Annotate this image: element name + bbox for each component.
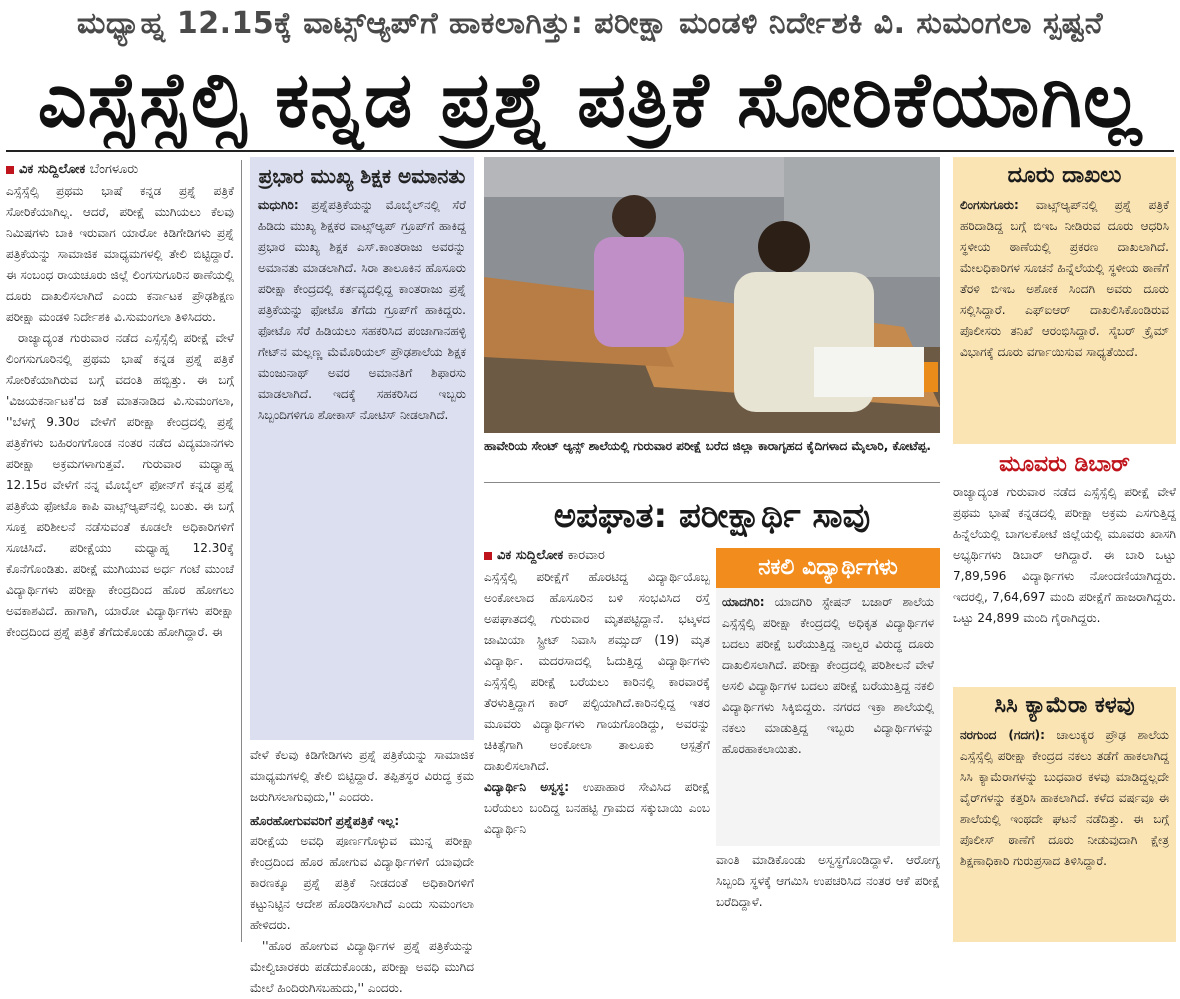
cctv-box-title: ಸಿಸಿ ಕ್ಯಾಮೆರಾ ಕಳವು	[994, 693, 1135, 718]
news-photo	[484, 157, 940, 433]
fake-students-title: ನಕಲಿ ವಿದ್ಯಾರ್ಥಿಗಳು	[716, 548, 940, 588]
accident-byline: ವಿಕ ಸುದ್ದಿಲೋಕ ಕಾರವಾರ	[484, 548, 710, 563]
fake-students-text: ಯಾದಗಿರಿ: ಯಾದಗಿರಿ ಸ್ಟೇಷನ್ ಬಜಾರ್ ಶಾಲೆಯ ಎಸ್ಸೆಸ್ಸೆಲ್ಸಿ ಪರೀಕ್ಷಾ ಕೇಂದ್ರದಲ್ಲಿ ಅಧಿಕೃತ ವಿದ್ಯಾರ್ಥಿಗಳ ಬದಲು ಪರೀಕ್ಷೆ ಬರೆಯುತ್ತಿದ್ದ ನಾಲ್ವರ ವಿರುದ್ಧ ದೂರು ದಾಖಲಿಸಲಾಗಿದೆ. ಪರೀಕ್ಷಾ ಕೇಂದ್ರದಲ್ಲಿ ಪರಿಶೀಲನೆ ವೇಳೆ ಅಸಲಿ ವಿದ್ಯಾರ್ಥಿಗಳ ಬದಲು ಪರೀಕ್ಷೆ ಬರೆಯುತ್ತಿದ್ದ ನಕಲಿ ವಿದ್ಯಾರ್ಥಿಗಳು ಸಿಕ್ಕಿಬಿದ್ದರು. ನಗರದ ಇಕ್ರಾ ಶಾಲೆಯಲ್ಲಿ ನಕಲು ಮಾಡುತ್ತಿದ್ದ ಇಬ್ಬರು ವಿದ್ಯಾರ್ಥಿಗಳನ್ನು ಹೊರಹಾಕಲಾಯಿತು.	[722, 595, 934, 756]
complaint-box-text: ಲಿಂಗಸುಗೂರು: ವಾಟ್ಸ್ಆ್ಯಪ್‌ನಲ್ಲಿ ಪ್ರಶ್ನೆ ಪತ್ರಿಕೆ ಹರಿದಾಡಿದ್ದ ಬಗ್ಗೆ ಬಿಇಒ ನೀಡಿರುವ ದೂರು ಆಧರಿಸಿ ಸ್ಥಳೀಯ ಠಾಣೆಯಲ್ಲಿ ಪ್ರಕರಣ ದಾಖಲಾಗಿದೆ. ಮೇಲಧಿಕಾರಿಗಳ ಸೂಚನೆ ಹಿನ್ನೆಲೆಯಲ್ಲಿ ಸ್ಥಳೀಯ ಠಾಣೆಗೆ ತೆರಳಿ ಬಿಇಒ ಅಶೋಕ ಸಿಂದಗಿ ಅವರು ದೂರು ಸಲ್ಲಿಸಿದ್ದಾರೆ. ಎಫ್ಐಆರ್ ದಾಖಲಿಸಿಕೊಂಡಿರುವ ಪೊಲೀಸರು ತನಿಖೆ ಆರಂಭಿಸಿದ್ದಾರೆ. ಸೈಬರ್ ಕ್ರೈಮ್ ವಿಭಾಗಕ್ಕೆ ದೂರು ವರ್ಗಾಯಿಸುವ ಸಾಧ್ಯತೆಯಿದೆ.	[960, 198, 1169, 359]
cctv-box	[953, 687, 1176, 942]
main-story-p4: ಪರೀಕ್ಷೆಯ ಅವಧಿ ಪೂರ್ಣಗೊಳ್ಳುವ ಮುನ್ನ ಪರೀಕ್ಷಾ ಕೇಂದ್ರದಿಂದ ಹೊರ ಹೋಗುವ ವಿದ್ಯಾರ್ಥಿಗಳಿಗೆ ಯಾವುದೇ ಕಾರಣಕ್ಕೂ ಪ್ರಶ್ನೆ ಪತ್ರಿಕೆ ನೀಡದಂತೆ ಅಧಿಕಾರಿಗಳಿಗೆ ಕಟ್ಟುನಿಟ್ಟಿನ ಆದೇಶ ಹೊರಡಿಸಲಾಗಿದೆ ಎಂದು ಸುಮಂಗಲಾ ಹೇಳಿದರು.	[250, 834, 474, 932]
main-story-subhead: ಹೊರಹೋಗುವವರಿಗೆ ಪ್ರಶ್ನೆಪತ್ರಿಕೆ ಇಲ್ಲ:	[250, 814, 400, 828]
caption-rule	[484, 482, 940, 483]
complaint-box-title: ದೂರು ದಾಖಲು	[1007, 163, 1122, 188]
main-story-p2: ರಾಜ್ಯಾದ್ಯಂತ ಗುರುವಾರ ನಡೆದ ಎಸ್ಸೆಸ್ಸೆಲ್ಸಿ ಪರೀಕ್ಷೆ ವೇಳೆ ಲಿಂಗಸುಗೂರಿನಲ್ಲಿ ಪ್ರಥಮ ಭಾಷೆ ಕನ್ನಡ ಪ್ರಶ್ನೆ ಪತ್ರಿಕೆ ಸೋರಿಕೆಯಾಗಿರುವ ಬಗ್ಗೆ ವದಂತಿ ಹಬ್ಬಿತ್ತು. ಈ ಬಗ್ಗೆ 'ವಿಜಯಕರ್ನಾಟಕ'ದ ಜತೆ ಮಾತನಾಡಿದ ವಿ.ಸುಮಂಗಲಾ, ''ಬೆಳಗ್ಗೆ 9.30ರ ವೇಳೆಗೆ ಪರೀಕ್ಷಾ ಕೇಂದ್ರದಲ್ಲಿ ಪ್ರಶ್ನೆ ಪತ್ರಿಕೆಗಳು ಬಹಿರಂಗಗೊಂಡ ನಂತರ ನಡೆದ ವಿದ್ಯಮಾನಗಳು ಪರೀಕ್ಷಾ ಅಕ್ರಮಗಳಾಗುತ್ತವೆ. ಗುರುವಾರ ಮಧ್ಯಾಹ್ನ 12.15ರ ವೇಳೆಗೆ ನನ್ನ ಮೊಬೈಲ್ ಫೋನ್‌ಗೆ ಕನ್ನಡ ಪ್ರಶ್ನೆ ಪತ್ರಿಕೆಯ ಫೋಟೊ ಕಾಪಿ ವಾಟ್ಸ್ಆ್ಯಪ್‌ನಲ್ಲಿ ಬಂತು. ಈ ಬಗ್ಗೆ ಸೂಕ್ತ ಪರಿಶೀಲನೆ ನಡೆಸುವಂತೆ ಕೂಡಲೇ ಅಧಿಕಾರಿಗಳಿಗೆ ಸೂಚಿಸಿದೆ. ಪರೀಕ್ಷೆಯು ಮಧ್ಯಾಹ್ನ 12.30ಕ್ಕೆ ಕೊನೆಗೊಂಡಿತು. ಪರೀಕ್ಷೆ ಮುಗಿಯುವ ಅರ್ಧ ಗಂಟೆ ಮುಂಚೆ ವಿದ್ಯಾರ್ಥಿಗಳು ಪರೀಕ್ಷಾ ಕೇಂದ್ರದಿಂದ ಹೊರ ಹೋಗಲು ಅವಕಾಶವಿದೆ. ಹಾಗಾಗಿ, ಯಾರೋ ವಿದ್ಯಾರ್ಥಿಗಳು ಪರೀಕ್ಷಾ ಕೇಂದ್ರದಿಂದ ಪ್ರಶ್ನೆ ಪತ್ರಿಕೆ ತೆಗೆದುಕೊಂಡು ಹೋಗಿದ್ದಾರೆ. ಈ	[6, 331, 234, 639]
debar-title: ಮೂವರು ಡಿಬಾರ್	[999, 452, 1130, 477]
suspension-box-text: ಮಧುಗಿರಿ: ಪ್ರಶ್ನೆಪತ್ರಿಕೆಯನ್ನು ಮೊಬೈಲ್‌ನಲ್ಲಿ ಸೆರೆ ಹಿಡಿದು ಮುಖ್ಯ ಶಿಕ್ಷಕರ ವಾಟ್ಸ್ಆ್ಯಪ್ ಗ್ರೂಪ್‌ಗೆ ಹಾಕಿದ್ದ ಪ್ರಭಾರ ಮುಖ್ಯ ಶಿಕ್ಷಕ ಎಸ್.ಕಾಂತರಾಜು ಅವರನ್ನು ಅಮಾನತು ಮಾಡಲಾಗಿದೆ. ಸಿರಾ ತಾಲೂಕಿನ ಹೊಸೂರು ಪರೀಕ್ಷಾ ಕೇಂದ್ರದಲ್ಲಿ ಕರ್ತವ್ಯದಲ್ಲಿದ್ದ ಕಾಂತರಾಜು ಪ್ರಶ್ನೆ ಪತ್ರಿಕೆಯನ್ನು ಫೋಟೊ ತೆಗೆದು ಗ್ರೂಪ್‌ಗೆ ಹಾಕಿದ್ದರು. ಫೋಟೊ ಸೆರೆ ಹಿಡಿಯಲು ಸಹಕರಿಸಿದ ಪಂಜಾಗಾನಹಳ್ಳಿ ಗೇಟ್‌ನ ಮಲ್ಲಣ್ಣ ಮೆಮೊರಿಯಲ್ ಪ್ರೌಢಶಾಲೆಯ ಶಿಕ್ಷಕ ಮಂಜುನಾಥ್ ಅವರ ಅಮಾನತಿಗೆ ಶಿಫಾರಸು ಮಾಡಲಾಗಿದೆ. ಇದಕ್ಕೆ ಸಹಕರಿಸಿದ ಇಬ್ಬರು ಸಿಬ್ಬಂದಿಗಳಿಗೂ ಶೋಕಾಸ್ ನೋಟಿಸ್ ನೀಡಲಾಗಿದೆ.	[258, 198, 466, 422]
headline-rule	[6, 150, 1174, 152]
main-story-p3: ವೇಳೆ ಕೆಲವು ಕಿಡಿಗೇಡಿಗಳು ಪ್ರಶ್ನೆ ಪತ್ರಿಕೆಯನ್ನು ಸಾಮಾಜಿಕ ಮಾಧ್ಯಮಗಳಲ್ಲಿ ತೇಲಿ ಬಿಟ್ಟಿದ್ದಾರೆ. ತಪ್ಪಿತಸ್ಥರ ವಿರುದ್ಧ ಕ್ರಮ ಜರುಗಿಸಲಾಗುವುದು,'' ಎಂದರು.	[250, 748, 474, 804]
accident-story	[484, 548, 710, 943]
debar-text: ರಾಜ್ಯಾದ್ಯಂತ ಗುರುವಾರ ನಡೆದ ಎಸ್ಸೆಸ್ಸೆಲ್ಸಿ ಪರೀಕ್ಷೆ ವೇಳೆ ಪ್ರಥಮ ಭಾಷೆ ಕನ್ನಡದಲ್ಲಿ ಪರೀಕ್ಷಾ ಅಕ್ರಮ ಎಸಗುತ್ತಿದ್ದ ಹಿನ್ನೆಲೆಯಲ್ಲಿ ಬಾಗಲಕೋಟೆ ಜಿಲ್ಲೆಯಲ್ಲಿ ಮೂವರು ಖಾಸಗಿ ಅಭ್ಯರ್ಥಿಗಳು ಡಿಬಾರ್ ಆಗಿದ್ದಾರೆ. ಈ ಬಾರಿ ಒಟ್ಟು 7,89,596 ವಿದ್ಯಾರ್ಥಿಗಳು ನೋಂದಣಿಯಾಗಿದ್ದರು. ಇದರಲ್ಲಿ, 7,64,697 ಮಂದಿ ಪರೀಕ್ಷೆಗೆ ಹಾಜರಾಗಿದ್ದರು. ಒಟ್ಟು 24,899 ಮಂದಿ ಗೈರಾಗಿದ್ದರು.	[953, 485, 1176, 625]
exam-hall-photo	[484, 157, 940, 433]
main-story-continued	[250, 745, 474, 995]
accident-story-p3: ವಾಂತಿ ಮಾಡಿಕೊಂಡು ಅಸ್ವಸ್ಥಗೊಂಡಿದ್ದಾಳೆ. ಆರೋಗ್ಯ ಸಿಬ್ಬಂದಿ ಸ್ಥಳಕ್ಕೆ ಆಗಮಿಸಿ ಉಪಚರಿಸಿದ ನಂತರ ಆಕೆ ಪರೀಕ್ಷೆ ಬರೆದಿದ್ದಾಳೆ.	[716, 853, 940, 909]
main-story-p5: ''ಹೊರ ಹೋಗುವ ವಿದ್ಯಾರ್ಥಿಗಳ ಪ್ರಶ್ನೆ ಪತ್ರಿಕೆಯನ್ನು ಮೇಲ್ವಿಚಾರಕರು ಪಡೆದುಕೊಂಡು, ಪರೀಕ್ಷಾ ಅವಧಿ ಮುಗಿದ ಮೇಲೆ ಹಿಂದಿರುಗಿಸಬಹುದು,'' ಎಂದರು.	[250, 939, 474, 995]
main-story-p1: ಎಸ್ಸೆಸ್ಸೆಲ್ಸಿ ಪ್ರಥಮ ಭಾಷೆ ಕನ್ನಡ ಪ್ರಶ್ನೆ ಪತ್ರಿಕೆ ಸೋರಿಕೆಯಾಗಿಲ್ಲ. ಆದರೆ, ಪರೀಕ್ಷೆ ಮುಗಿಯಲು ಕೆಲವು ನಿಮಿಷಗಳು ಬಾಕಿ ಇರುವಾಗ ಯಾರೋ ಕಿಡಿಗೇಡಿಗಳು ಪ್ರಶ್ನೆ ಪತ್ರಿಕೆಯನ್ನು ಸಾಮಾಜಿಕ ಮಾಧ್ಯಮಗಳಲ್ಲಿ ತೇಲಿ ಬಿಟ್ಟಿದ್ದಾರೆ. ಈ ಸಂಬಂಧ ರಾಯಚೂರು ಜಿಲ್ಲೆ ಲಿಂಗಸುಗೂರಿನ ಠಾಣೆಯಲ್ಲಿ ದೂರು ದಾಖಲಿಸಲಾಗಿದೆ ಎಂದು ಕರ್ನಾಟಕ ಪ್ರೌಢಶಿಕ್ಷಣ ಪರೀಕ್ಷಾ ಮಂಡಳಿ ನಿರ್ದೇಶಕಿ ವಿ.ಸುಮಂಗಲಾ ತಿಳಿಸಿದರು.	[6, 184, 234, 324]
debar-story	[953, 450, 1176, 682]
suspension-box	[250, 157, 474, 740]
byline-square-icon	[484, 552, 492, 560]
kicker-line: ಮಧ್ಯಾಹ್ನ 12.15ಕ್ಕೆ ವಾಟ್ಸ್ಆ್ಯಪ್‌ಗೆ ಹಾಕಲಾಗಿತ್ತು: ಪರೀಕ್ಷಾ ಮಂಡಳಿ ನಿರ್ದೇಶಕಿ ವಿ. ಸುಮಂಗಲಾ ಸ್ಪಷ್ಟನೆ	[76, 6, 1104, 41]
fake-students-box	[716, 548, 940, 846]
complaint-box	[953, 157, 1176, 444]
accident-story-continued	[716, 850, 940, 943]
suspension-box-title: ಪ್ರಭಾರ ಮುಖ್ಯ ಶಿಕ್ಷಕ ಅಮಾನತು	[258, 164, 466, 188]
accident-story-p2: ವಿದ್ಯಾರ್ಥಿನಿ ಅಸ್ವಸ್ಥ: ಉಪಾಹಾರ ಸೇವಿಸಿದ ಪರೀಕ್ಷೆ ಬರೆಯಲು ಬಂದಿದ್ದ ಬನಹಟ್ಟಿ ಗ್ರಾಮದ ಸಕ್ಕುಬಾಯಿ ಎಂಬ ವಿದ್ಯಾರ್ಥಿನಿ	[484, 780, 711, 836]
accident-story-p1: ಎಸ್ಸೆಸ್ಸೆಲ್ಸಿ ಪರೀಕ್ಷೆಗೆ ಹೊರಟಿದ್ದ ವಿದ್ಯಾರ್ಥಿಯೊಬ್ಬ ಅಂಕೋಲಾದ ಹೊಸೂರಿನ ಬಳಿ ಸಂಭವಿಸಿದ ರಸ್ತೆ ಅಪಘಾತದಲ್ಲಿ ಗುರುವಾರ ಮೃತಪಟ್ಟಿದ್ದಾನೆ. ಭಟ್ಕಳದ ಜಾಮಿಯಾ ಸ್ಟ್ರೀಟ್ ನಿವಾಸಿ ಶಮ್ಸುದ್ (19) ಮೃತ ವಿದ್ಯಾರ್ಥಿ. ಮದರಸಾದಲ್ಲಿ ಓದುತ್ತಿದ್ದ ವಿದ್ಯಾರ್ಥಿಗಳು ಎಸ್ಸೆಸ್ಸೆಲ್ಸಿ ಪರೀಕ್ಷೆ ಬರೆಯಲು ಕಾರಿನಲ್ಲಿ ಕಾರವಾರಕ್ಕೆ ತೆರಳುತ್ತಿದ್ದಾಗ ಕಾರ್ ಪಲ್ಟಿಯಾಗಿದೆ.ಕಾರಿನಲ್ಲಿದ್ದ ಇತರ ಮೂವರು ವಿದ್ಯಾರ್ಥಿಗಳು ಗಾಯಗೊಂಡಿದ್ದು, ಅವರನ್ನು ಚಿಕಿತ್ಸೆಗಾಗಿ ಅಂಕೋಲಾ ತಾಲೂಕು ಆಸ್ಪತ್ರೆಗೆ ದಾಖಲಿಸಲಾಗಿದೆ.	[484, 570, 710, 773]
cctv-box-text: ನರಗುಂದ (ಗದಗ): ಚಾಲುಕ್ಯರ ಪ್ರೌಢ ಶಾಲೆಯ ಎಸ್ಸೆಸ್ಸೆಲ್ಸಿ ಪರೀಕ್ಷಾ ಕೇಂದ್ರದ ನಕಲು ತಡೆಗೆ ಹಾಕಲಾಗಿದ್ದ ಸಿಸಿ ಕ್ಯಾಮೆರಾಗಳನ್ನು ಬುಧವಾರ ಕಳವು ಮಾಡಿದ್ದಲ್ಲದೇ ವೈರ್‌ಗಳನ್ನು ಕತ್ತರಿಸಿ ಹಾಕಲಾಗಿದೆ. ಕಳೆದ ವರ್ಷವೂ ಈ ಶಾಲೆಯಲ್ಲಿ ಇಂಥದೇ ಘಟನೆ ನಡೆದಿತ್ತು. ಈ ಬಗ್ಗೆ ಪೊಲೀಸ್ ಠಾಣೆಗೆ ದೂರು ನೀಡುವುದಾಗಿ ಕ್ಷೇತ್ರ ಶಿಕ್ಷಣಾಧಿಕಾರಿ ಗುರುಪ್ರಸಾದ ತಿಳಿಸಿದ್ದಾರೆ.	[960, 728, 1169, 868]
accident-headline: ಅಪಘಾತ: ಪರೀಕ್ಷಾರ್ಥಿ ಸಾವು	[553, 496, 871, 536]
byline-square-icon	[6, 166, 14, 174]
main-story-column	[6, 162, 234, 942]
main-byline: ವಿಕ ಸುದ್ದಿಲೋಕ ಬೆಂಗಳೂರು	[6, 162, 234, 177]
column-divider	[241, 160, 242, 942]
photo-caption: ಹಾವೇರಿಯ ಸೇಂಟ್ ಆ್ಯನ್ಸ್ ಶಾಲೆಯಲ್ಲಿ ಗುರುವಾರ ಪರೀಕ್ಷೆ ಬರೆದ ಜಿಲ್ಲಾ ಕಾರಾಗೃಹದ ಕೈದಿಗಳಾದ ಮೈಲಾರಿ, ಕೋಟೆಪ್ಪ.	[484, 439, 931, 453]
main-headline: ಎಸ್ಸೆಸ್ಸೆಲ್ಸಿ ಕನ್ನಡ ಪ್ರಶ್ನೆ ಪತ್ರಿಕೆ ಸೋರಿಕೆಯಾಗಿಲ್ಲ	[37, 55, 1143, 144]
